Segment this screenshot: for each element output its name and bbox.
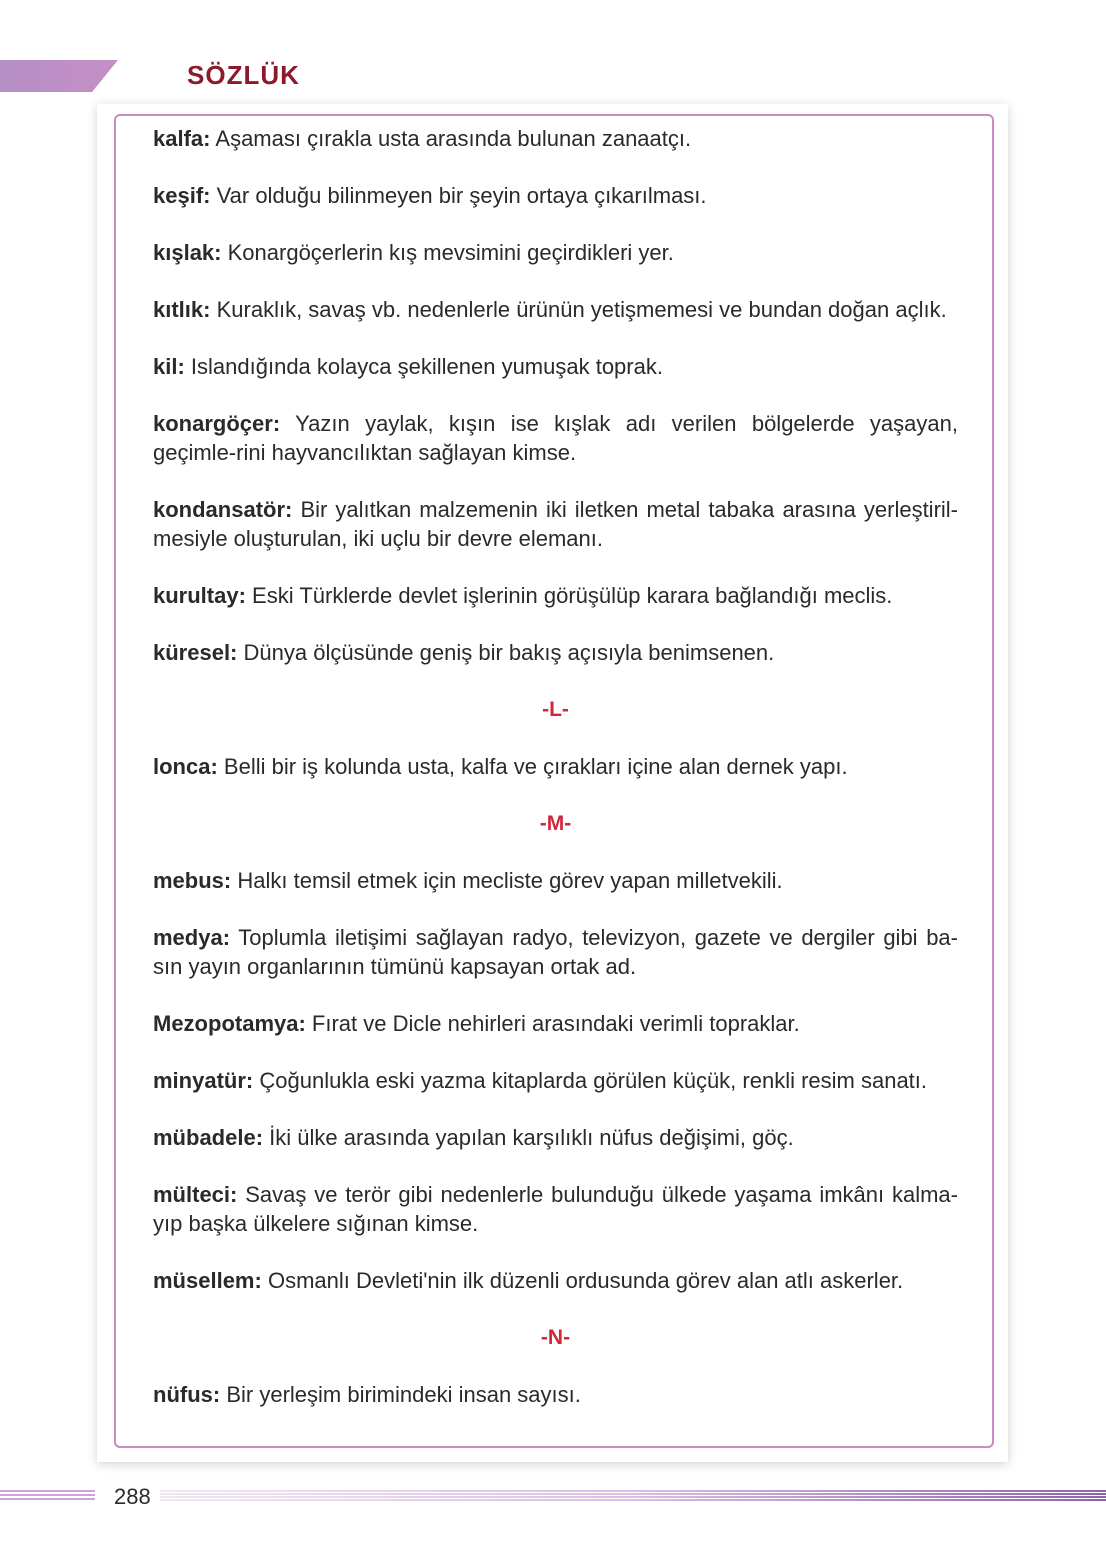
- entry-definition: Islandığında kolayca şekillenen yumuşak toprak.: [190, 354, 663, 379]
- entry-definition: Bir yalıtkan malzemenin iki iletken metal tabaka arasına yerleştiril-mesiyle oluşturulan, iki uçlu bir devre elemanı.: [153, 497, 958, 551]
- glossary-entry: [153, 1380, 958, 1409]
- entry-definition: Aşaması çırakla usta arasında bulunan zanaatçı.: [215, 126, 692, 151]
- entry-definition: Halkı temsil etmek için mecliste görev yapan milletvekili.: [237, 868, 783, 893]
- glossary-entry: [153, 1066, 958, 1095]
- glossary-entry: [153, 181, 958, 210]
- entry-term: Mezopotamya:: [153, 1011, 306, 1036]
- entry-term: lonca:: [153, 754, 218, 779]
- entry-term: kondansatör:: [153, 497, 293, 522]
- entry-definition: Var olduğu bilinmeyen bir şeyin ortaya çıkarılması.: [216, 183, 707, 208]
- entry-definition: Fırat ve Dicle nehirleri arasındaki verimli topraklar.: [311, 1011, 800, 1036]
- glossary-entry: [153, 1123, 958, 1152]
- entry-definition: Savaş ve terör gibi nedenlerle bulunduğu ülkede yaşama imkânı kalma-yıp başka ülkelere sığınan kimse.: [153, 1182, 958, 1236]
- glossary-entry: [153, 238, 958, 267]
- entry-definition: Eski Türklerde devlet işlerinin görüşülüp karara bağlandığı meclis.: [252, 583, 893, 608]
- header-accent-tab: [0, 60, 118, 92]
- glossary-entry: [153, 295, 958, 324]
- glossary-entry: [153, 1266, 958, 1295]
- glossary-entry: [153, 1009, 958, 1038]
- entry-definition: Bir yerleşim birimindeki insan sayısı.: [226, 1382, 581, 1407]
- glossary-entry: [153, 124, 958, 153]
- entry-term: kil:: [153, 354, 185, 379]
- entry-definition: Osmanlı Devleti'nin ilk düzenli ordusunda görev alan atlı askerler.: [267, 1268, 904, 1293]
- glossary-entry: [153, 866, 958, 895]
- glossary-entry: [153, 1180, 958, 1238]
- glossary-entry: [153, 352, 958, 381]
- entry-term: konargöçer:: [153, 411, 281, 436]
- entry-definition: İki ülke arasında yapılan karşılıklı nüfus değişimi, göç.: [269, 1125, 794, 1150]
- glossary-entry: [153, 752, 958, 781]
- glossary-entry: [153, 581, 958, 610]
- entry-term: mülteci:: [153, 1182, 238, 1207]
- page-number: 288: [114, 1484, 151, 1509]
- entry-term: kalfa:: [153, 126, 211, 151]
- glossary-entry: [153, 923, 958, 981]
- section-letter-l: -L-: [542, 698, 569, 721]
- entry-term: nüfus:: [153, 1382, 221, 1407]
- entry-term: minyatür:: [153, 1068, 254, 1093]
- footer-rule-left: [0, 1490, 95, 1502]
- page-title: SÖZLÜK: [187, 60, 300, 90]
- entry-term: kışlak:: [153, 240, 222, 265]
- entry-term: kıtlık:: [153, 297, 211, 322]
- entry-term: küresel:: [153, 640, 238, 665]
- entry-definition: Çoğunlukla eski yazma kitaplarda görülen küçük, renkli resim sanatı.: [259, 1068, 928, 1093]
- footer-rule-right: [160, 1490, 1106, 1502]
- glossary-entries: [153, 124, 958, 1437]
- entry-definition: Yazın yaylak, kışın ise kışlak adı verilen bölgelerde yaşayan, geçimle-rini hayvancılıktan sağlayan kimse.: [153, 411, 958, 465]
- entry-definition: Kuraklık, savaş vb. nedenlerle ürünün yetişmemesi ve bundan doğan açlık.: [216, 297, 947, 322]
- entry-term: müsellem:: [153, 1268, 262, 1293]
- entry-term: keşif:: [153, 183, 211, 208]
- glossary-entry: [153, 409, 958, 467]
- section-letter-n: -N-: [540, 1326, 571, 1349]
- glossary-entry: [153, 495, 958, 553]
- entry-definition: Belli bir iş kolunda usta, kalfa ve çırakları içine alan dernek yapı.: [223, 754, 848, 779]
- entry-term: kurultay:: [153, 583, 246, 608]
- entry-term: mübadele:: [153, 1125, 264, 1150]
- entry-definition: Toplumla iletişimi sağlayan radyo, televizyon, gazete ve dergiler gibi ba-sın yayın organlarının tümünü kapsayan ortak ad.: [153, 925, 958, 979]
- entry-term: medya:: [153, 925, 231, 950]
- entry-term: mebus:: [153, 868, 232, 893]
- glossary-entry: [153, 638, 958, 667]
- entry-definition: Konargöçerlerin kış mevsimini geçirdikleri yer.: [227, 240, 674, 265]
- entry-definition: Dünya ölçüsünde geniş bir bakış açısıyla benimsenen.: [243, 640, 775, 665]
- section-letter-m: -M-: [539, 812, 572, 835]
